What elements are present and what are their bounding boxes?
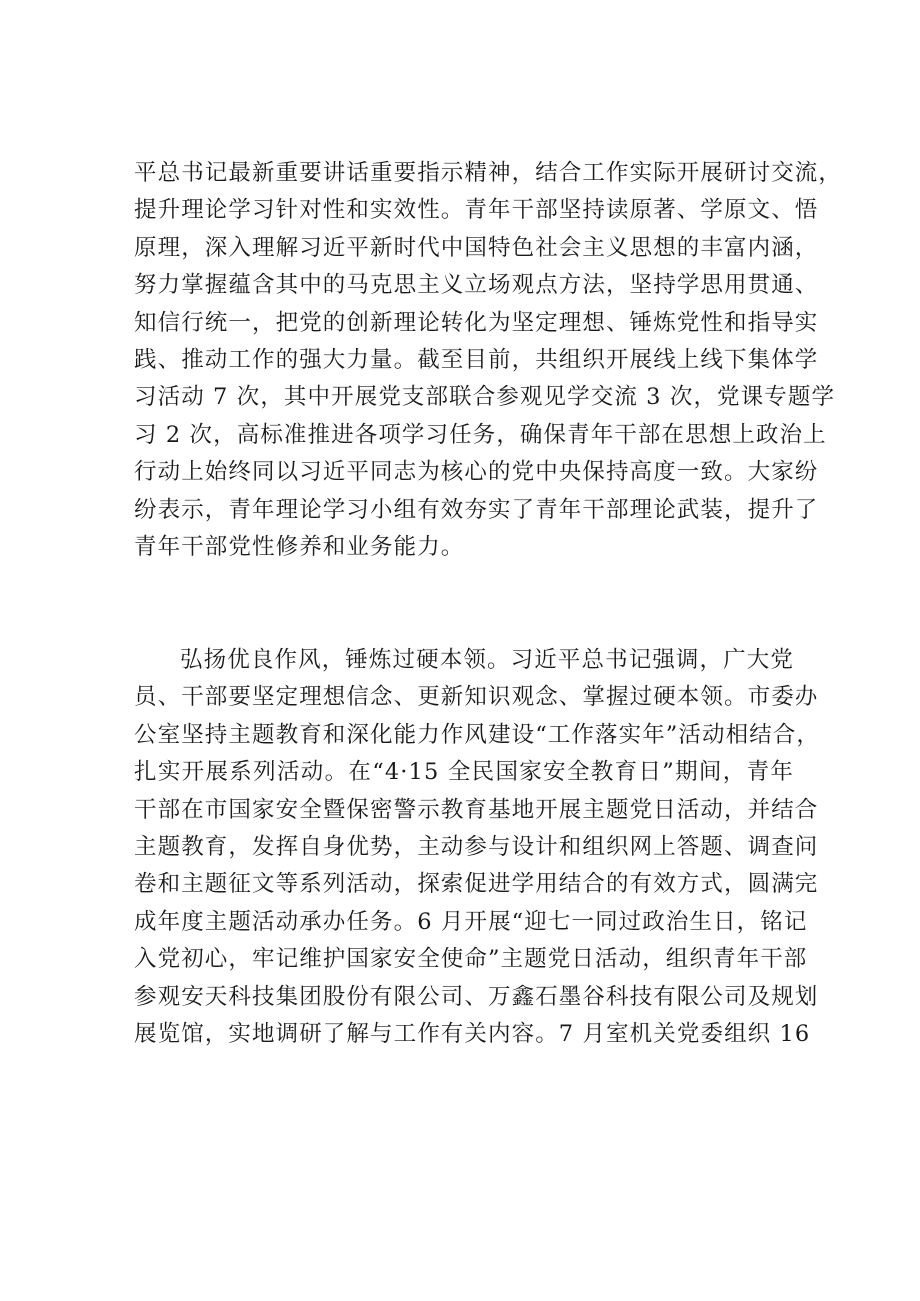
text-line: 原理，深入理解习近平新时代中国特色社会主义思想的丰富内涵， <box>134 234 819 261</box>
text-line: 习 2 次，高标准推进各项学习任务，确保青年干部在思想上政治上 <box>134 421 827 448</box>
text-line: 参观安天科技集团股份有限公司、万鑫石墨谷科技有限公司及规划 <box>134 983 819 1010</box>
text-line: 提升理论学习针对性和实效性。青年干部坚持读原著、学原文、悟 <box>134 197 819 224</box>
text-line: 展览馆，实地调研了解与工作有关内容。7 月室机关党委组织 16 <box>134 1021 811 1048</box>
text-line: 践、推动工作的强大力量。截至目前，共组织开展线上线下集体学 <box>134 347 819 374</box>
paragraph-style-skills <box>134 642 821 1053</box>
text-line: 纷表示，青年理论学习小组有效夯实了青年干部理论武装，提升了 <box>134 496 819 523</box>
text-line: 卷和主题征文等系列活动，探索促进学用结合的有效方式，圆满完 <box>134 871 819 898</box>
text-line: 主题教育，发挥自身优势，主动参与设计和组织网上答题、调查问 <box>134 834 819 861</box>
text-line: 平总书记最新重要讲话重要指示精神，结合工作实际开展研讨交流， <box>134 160 843 186</box>
text-line: 习活动 7 次，其中开展党支部联合参观见学交流 3 次，党课专题学 <box>134 384 836 411</box>
text-line: 青年干部党性修养和业务能力。 <box>134 534 465 561</box>
text-line: 努力掌握蕴含其中的马克思主义立场观点方法，坚持学思用贯通、 <box>134 272 819 299</box>
text-line: 成年度主题活动承办任务。6 月开展“迎七一同过政治生日，铭记 <box>134 908 808 935</box>
text-line: 干部在市国家安全暨保密警示教育基地开展主题党日活动，并结合 <box>134 796 819 823</box>
text-line: 知信行统一，把党的创新理论转化为坚定理想、锤炼党性和指导实 <box>134 309 819 336</box>
text-line: 弘扬优良作风，锤炼过硬本领。习近平总书记强调，广大党 <box>180 647 794 673</box>
text-line: 员、干部要坚定理想信念、更新知识观念、掌握过硬本领。市委办 <box>134 684 819 711</box>
text-line: 行动上始终同以习近平同志为核心的党中央保持高度一致。大家纷 <box>134 459 819 486</box>
text-line: 公室坚持主题教育和深化能力作风建设“工作落实年”活动相结合， <box>134 721 821 748</box>
text-line: 扎实开展系列活动。在“4·15 全民国家安全教育日”期间，青年 <box>134 759 794 786</box>
paragraph-theory-study <box>134 155 843 566</box>
text-line: 入党初心，牢记维护国家安全使命”主题党日活动，组织青年干部 <box>134 946 808 973</box>
